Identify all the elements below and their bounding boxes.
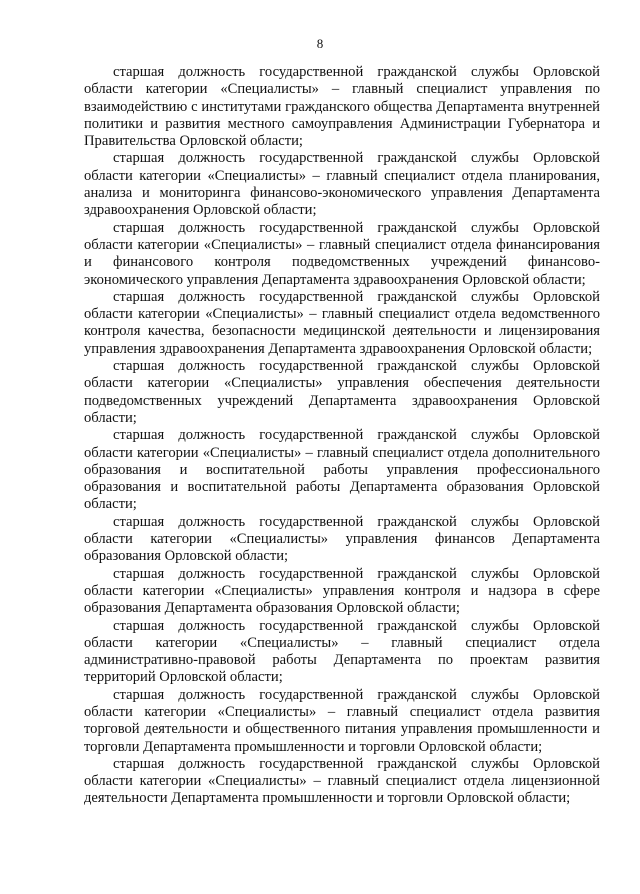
paragraph: старшая должность государственной гражданской службы Орловской области категории «Специалисты» – главный специалист управления по взаимодействию с институтами гражданского общества Департамента внутренней политики и развития местного самоуправления Администрации Губернатора и Правительства Орловской области; xyxy=(84,64,600,150)
paragraph: старшая должность государственной гражданской службы Орловской области категории «Специалисты» – главный специалист отдела развития торговой деятельности и общественного питания управления промышленности и торговли Департамента промышленности и торговли Орловской области; xyxy=(84,686,600,755)
document-body xyxy=(84,64,600,808)
page-number: 8 xyxy=(316,36,324,51)
paragraph: старшая должность государственной гражданской службы Орловской области категории «Специалисты» управления финансов Департамента образования Орловской области; xyxy=(84,513,600,565)
paragraph: старшая должность государственной гражданской службы Орловской области категории «Специалисты» – главный специалист отдела лицензионной деятельности Департамента промышленности и торговли Орловской области; xyxy=(84,755,600,807)
paragraph: старшая должность государственной гражданской службы Орловской области категории «Специалисты» – главный специалист отдела административно-правовой работы Департамента по проектам развития территорий Орловской области; xyxy=(84,617,600,686)
paragraph: старшая должность государственной гражданской службы Орловской области категории «Специалисты» управления обеспечения деятельности подведомственных учреждений Департамента здравоохранения Орловской области; xyxy=(84,358,600,426)
paragraph: старшая должность государственной гражданской службы Орловской области категории «Специалисты» – главный специалист отдела дополнительного образования и воспитательной работы управления профессионального образования и воспитательной работы Департамента образования Орловской области; xyxy=(84,427,600,513)
paragraph: старшая должность государственной гражданской службы Орловской области категории «Специалисты» – главный специалист отдела планирования, анализа и мониторинга финансово-экономического управления Департамента здравоохранения Орловской области; xyxy=(84,150,600,219)
paragraph: старшая должность государственной гражданской службы Орловской области категории «Специалисты» управления контроля и надзора в сфере образования Департамента образования Орловской области; xyxy=(84,565,600,617)
paragraph: старшая должность государственной гражданской службы Орловской области категории «Специалисты» – главный специалист отдела ведомственного контроля качества, безопасности медицинской деятельности и лицензирования управления здравоохранения Департамента здравоохранения Орловской области; xyxy=(84,288,600,357)
paragraph: старшая должность государственной гражданской службы Орловской области категории «Специалисты» – главный специалист отдела финансирования и финансового контроля подведомственных учреждений финансово-экономического управления Департамента здравоохранения Орловской области; xyxy=(84,219,600,288)
